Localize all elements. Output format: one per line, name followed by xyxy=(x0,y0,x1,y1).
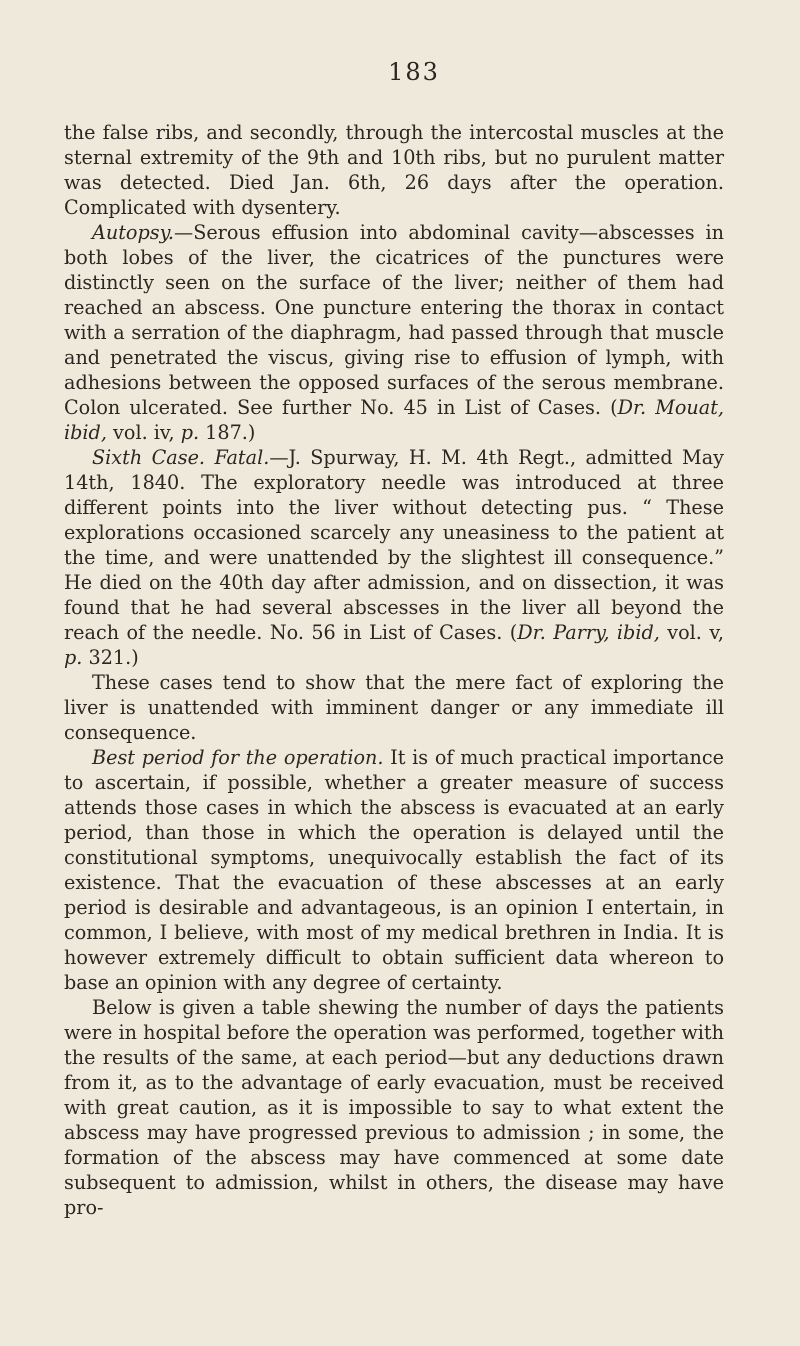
paragraph-autopsy xyxy=(64,220,724,445)
text-segment: the false ribs, and secondly, through the intercostal muscles at the sternal extremity of the 9th and 10th ribs, but no purulent matter was detected. Died Jan. 6th, 26 days after the operation. Complicated with dysentery. xyxy=(64,121,724,219)
paragraph-best-period xyxy=(64,745,724,995)
italic-text-segment: Autopsy. xyxy=(92,221,174,244)
text-segment: It is of much practical importance to ascertain, if possible, whether a greater measure of success attends those cases in which the abscess is evacuated at an early period, than those in which the operation is delayed until the constitutional symptoms, unequivocally establish the fact of its existence. That the evacuation of these abscesses at an early period is desirable and advantageous, is an opinion I entertain, in common, I believe, with most of my medical brethren in India. It is however extremely difficult to obtain sufficient data whereon to base an opinion with any degree of certainty. xyxy=(64,746,724,994)
text-segment: —Serous effusion into abdominal cavity—abscesses in both lobes of the liver, the cicatrices of the punctures were distinctly seen on the surface of the liver; neither of them had reached an abscess. One puncture entering the thorax in contact with a serration of the diaphragm, had passed through that muscle and penetrated the viscus, giving rise to effusion of lymph, with adhesions between the opposed surfaces of the serous membrane. Colon ulcerated. See further No. 45 in List of Cases. ( xyxy=(64,221,724,419)
text-segment: —J. Spurway, H. M. 4th Regt., admitted May 14th, 1840. The exploratory needle was introduced at three different points into the liver without detecting pus. “ These explorations occasioned scarcely any uneasiness to the patient at the time, and were unattended by the slightest ill consequence.” He died on the 40th day after admission, and on dissection, it was found that he had several abscesses in the liver all beyond the reach of the needle. No. 56 in List of Cases. ( xyxy=(64,446,724,644)
text-segment: These cases tend to show that the mere fact of exploring the liver is unattended with imminent danger or any immediate ill consequence. xyxy=(64,671,724,744)
italic-text-segment: Sixth Case. Fatal. xyxy=(92,446,270,469)
italic-text-segment: Dr. Parry, ibid, xyxy=(517,621,660,644)
text-segment: vol. iv, xyxy=(106,421,181,444)
paragraph-conclusion xyxy=(64,670,724,745)
italic-text-segment: p. xyxy=(180,421,200,444)
text-segment: 187.) xyxy=(199,421,256,444)
page-number: 183 xyxy=(388,58,440,86)
italic-text-segment: Best period for the operation. xyxy=(92,746,384,769)
paragraph-sixth-case xyxy=(64,445,724,670)
italic-text-segment: p. xyxy=(64,646,83,669)
italic-text-segment: Dr. Mouat, ibid, xyxy=(64,396,724,444)
paragraph-continuation xyxy=(64,120,724,220)
text-segment: 321.) xyxy=(82,646,139,669)
body-text xyxy=(64,120,724,1220)
paragraph-table-intro xyxy=(64,995,724,1220)
text-segment: Below is given a table shewing the number of days the patients were in hospital before the operation was performed, together with the results of the same, at each period—but any deductions drawn from it, as to the advantage of early evacuation, must be received with great caution, as it is impossible to say to what extent the abscess may have progressed previous to admission ; in some, the formation of the abscess may have commenced at some date subsequent to admission, whilst in others, the disease may have pro- xyxy=(64,996,724,1219)
text-segment: vol. v, xyxy=(659,621,724,644)
